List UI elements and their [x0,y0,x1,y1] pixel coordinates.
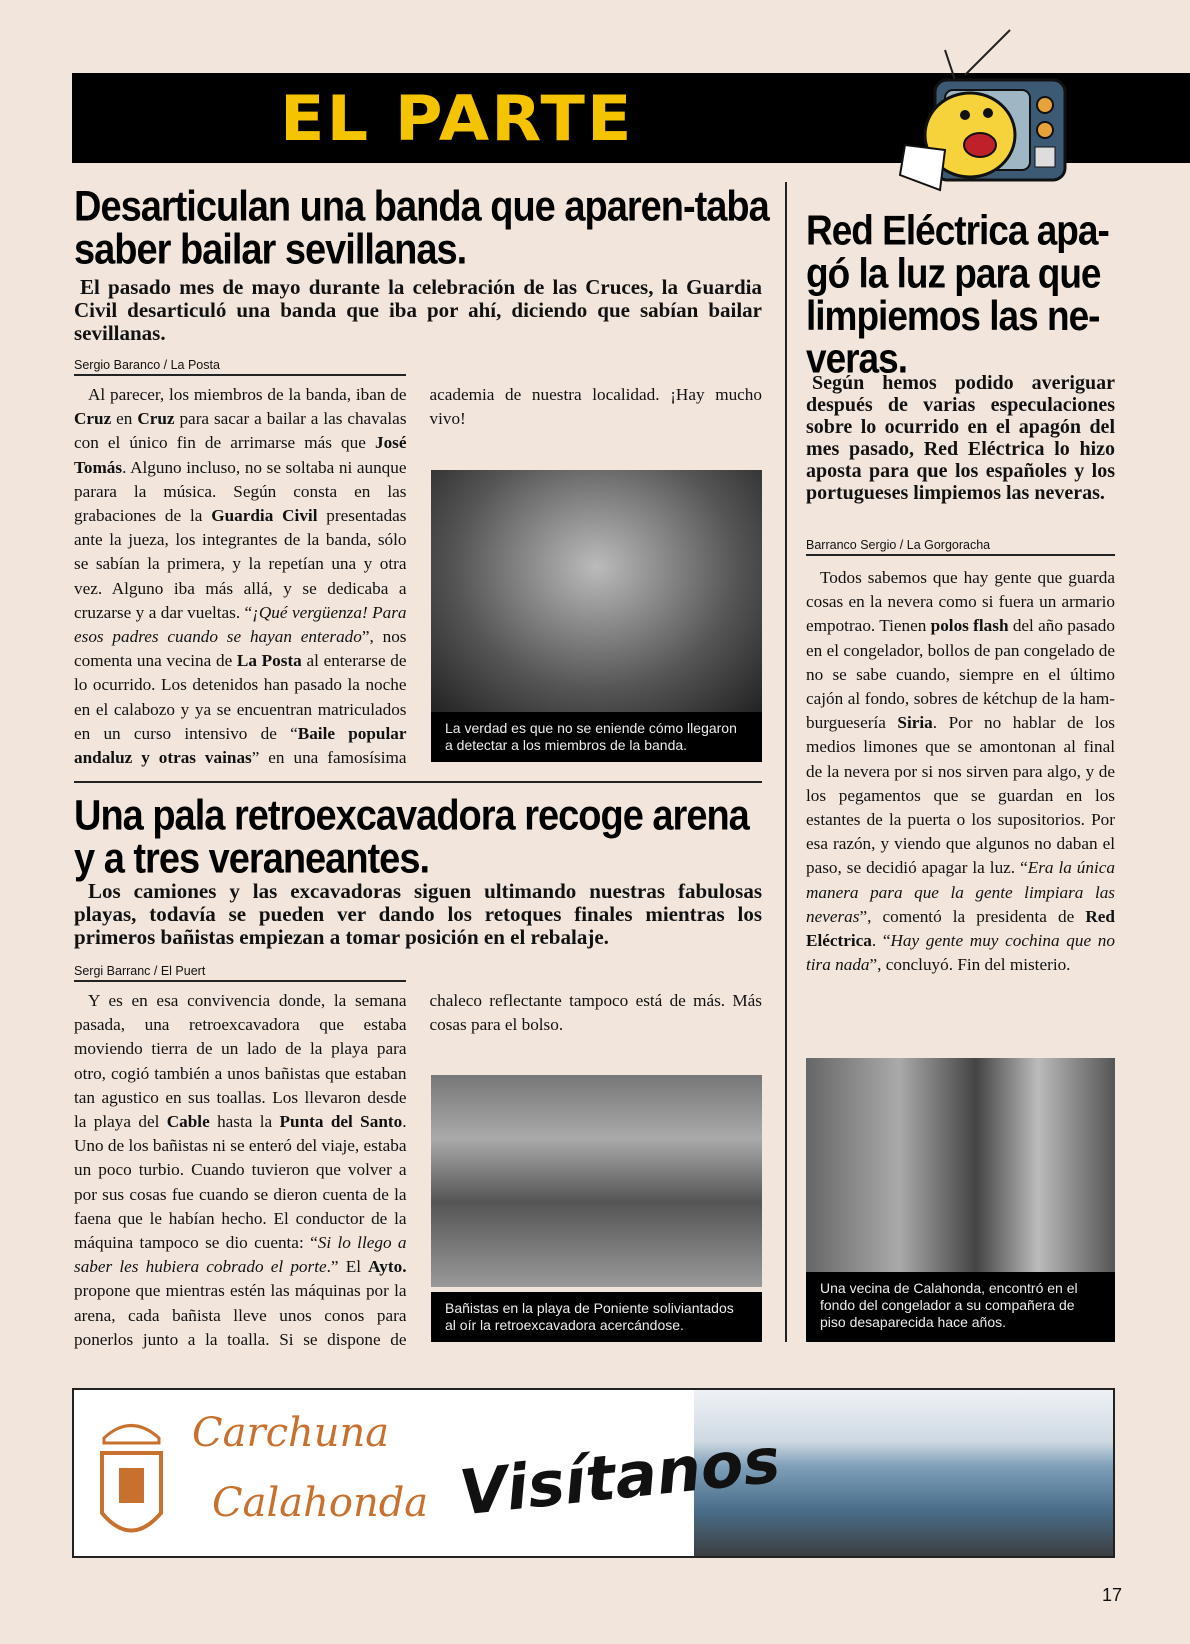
coat-of-arms-logo [94,1398,169,1548]
article2-byline: Sergi Barranc / El Puert [74,964,406,982]
article1-byline: Sergio Baranco / La Posta [74,358,406,376]
tourism-banner [72,1388,1115,1558]
beach-bathers-photo [431,1075,762,1287]
banner-slogan: Visítanos [456,1423,784,1530]
page-number: 17 [1102,1585,1123,1605]
article3-byline: Barranco Sergio / La Gorgoracha [806,538,1115,556]
article1-standfirst: El pasado mes de mayo durante la celebración de las Cruces, la Guardia Civil desarticuló una banda que iba por ahí, diciendo que sabían bailar sevillanas. [74,275,762,345]
article2-standfirst: Los camiones y las excavadoras siguen ultimando nuestras fabulosas playas, todavía se pueden ver dando los retoques finales mientras los primeros bañistas empiezan a tomar posición en el rebalaje. [74,879,762,949]
article2-headline: Una pala retroexcavadora recoge arena y a tres veraneantes. [74,792,749,883]
article1-headline: Desarticulan una banda que aparen-taba saber bailar sevillanas. [74,183,769,274]
freezer-photo [806,1058,1115,1272]
article3-body: Todos sabemos que hay gente que guarda cosas en la nevera como si fuera un armario empotrao. Tienen polos flash del año pasado en el congelador, bollos de pan congelado de no se sabe cuando, siempre en el último cajón al fondo, sobres de kétchup de la hamburguesería Siria. Por no hablar de los medios limones que se amontonan al final de la nevera por si nos sirven para algo, y de los pegamentos que se guardan en los estantes de la puerta o los supositorios. Por esa razón, y viendo que algunos no daban el paso, se decidió apagar la luz. “Era la única manera para que la gente limpiara las neveras”, comentó la presidenta de Red Eléctrica. “Hay gente muy cochina que no tira nada”, concluyó. Fin del misterio. [806,568,1115,975]
article2-body: Y es en esa convivencia donde, la semana pasada, una retroexcavadora que estaba moviendo tierra de un lado de la playa para otro, cogió también a unos bañistas que estaban tan agustico en sus toallas. Los llevaron desde la playa del Cable hasta la Punta del Santo. Uno de los bañistas ni se enteró del viaje, estaba un poco turbio. Cuando tuvieron que volver a por sus cosas fue cuando se dieron cuenta de la faena que le habían hecho. El conductor de la máquina tampoco se dio cuenta: “Si lo llego a saber les hubiera cobrado el porte.” El Ayto. propone que mientras estén las máquinas por la arena, cada bañista lleve unos conos para ponerlos junto a la toalla. Si se dispone de chaleco reflectante tampoco está de más. Más cosas para el bolso. [74,991,762,1349]
article3-headline: Red Eléctrica apagó la luz para que limpiemos las neveras. [806,207,1110,382]
section-divider [74,781,762,783]
masthead-title: EL PARTE [280,82,634,155]
article3-caption: Una vecina de Calahonda, encontró en el fondo del congelador a su compañera de piso desaparecida hace años. [806,1272,1115,1342]
banner-town-2: Calahonda [212,1480,429,1526]
article2-caption: Bañistas en la playa de Poniente soliviantados al oír la retroexcavadora acercándose. [431,1292,762,1342]
column-divider [785,182,787,1342]
tv-mascot-illustration [870,25,1080,200]
flamenco-dancers-photo [431,470,762,712]
article1-body: Al parecer, los miembros de la banda, iban de Cruz en Cruz para sacar a bailar a las chavalas con el único fin de arrimarse más que José Tomás. Alguno incluso, no se soltaba ni aunque parara la música. Según consta en las grabaciones de la Guardia Civil presentadas ante la jueza, los integrantes de la banda, sólo se sabían la primera, y la repetían una y otra vez. Alguno iba más allá, y se dedicaba a cruzarse y a dar vueltas. “¡Qué vergüenza! Para esos padres cuando se hayan enterado”, nos comenta una vecina de La Posta al enterarse de lo ocurrido. Los detenidos han pasado la noche en el calabozo y ya se encuentran matriculados en un curso intensivo de “Baile popular andaluz y otras vainas” en una famosísima academia de nuestra localidad. ¡Hay mucho vivo! [74,385,762,768]
banner-town-1: Carchuna [192,1410,390,1456]
article1-caption: La verdad es que no se eniende cómo llegaron a detectar a los miembros de la banda. [431,712,762,762]
article3-standfirst: Según hemos podido averiguar después de varias especulaciones sobre lo ocurrido en el apagón del mes pasado, Red Eléctrica lo hizo aposta para que los españoles y los portugueses limpiemos las neveras. [806,372,1115,504]
